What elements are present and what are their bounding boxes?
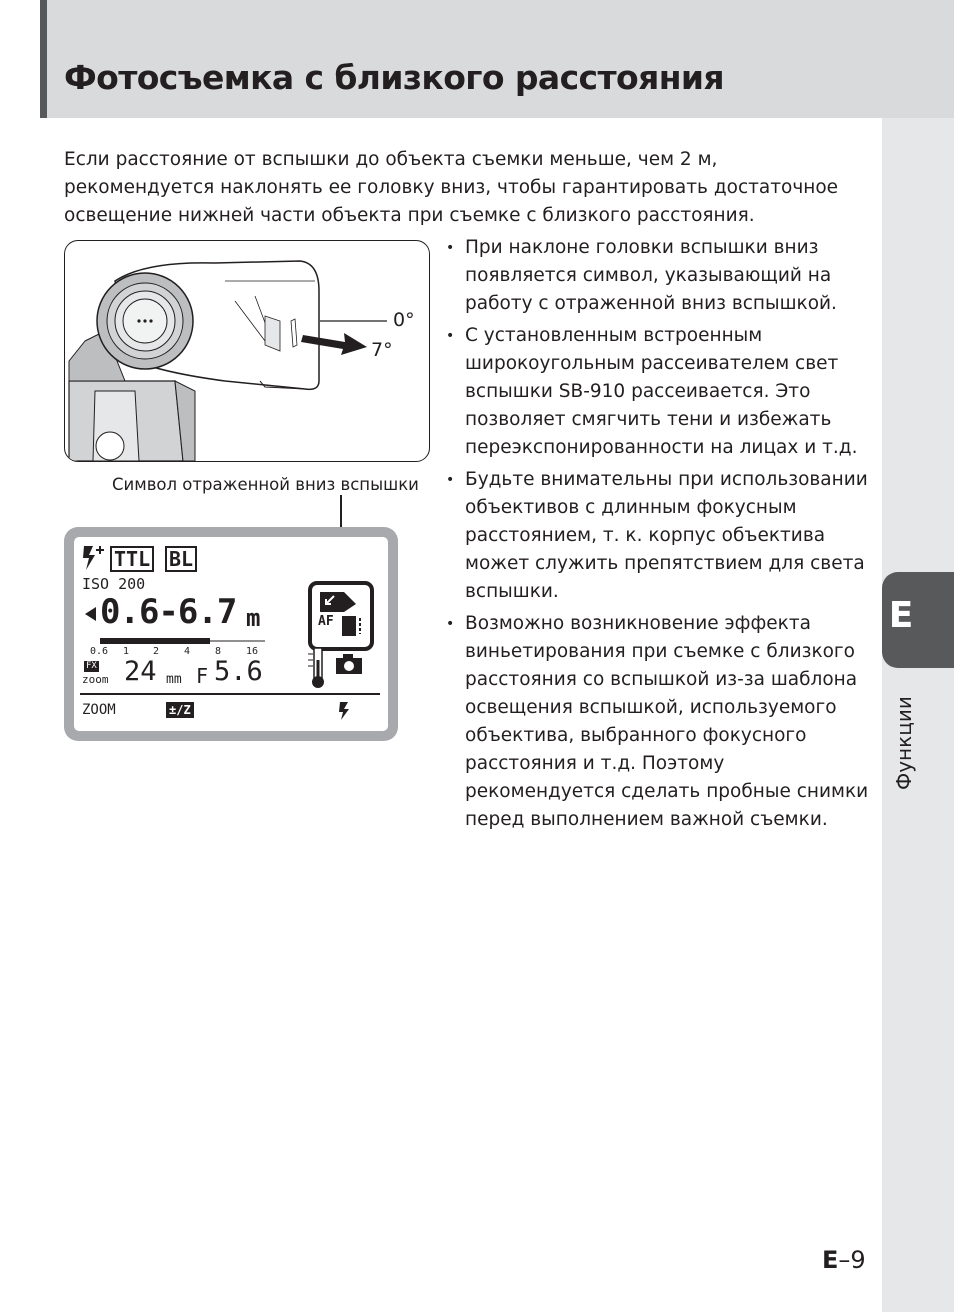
fx-badge: FX bbox=[86, 661, 97, 671]
page-number-value: –9 bbox=[838, 1246, 866, 1274]
af-illuminator-label: AF bbox=[318, 614, 334, 629]
list-item bbox=[440, 234, 870, 318]
bullet-mark: • bbox=[446, 240, 455, 256]
bullet-mark: • bbox=[446, 472, 455, 488]
distance-scale-bar bbox=[100, 636, 270, 646]
angle-label-seven: 7° bbox=[371, 339, 393, 361]
chapter-tab-letter: E bbox=[888, 595, 914, 636]
iso-value: ISO 200 bbox=[82, 575, 146, 593]
af-assist-icon bbox=[340, 614, 366, 638]
aperture-value: 5.6 bbox=[214, 656, 263, 687]
list-item bbox=[440, 466, 870, 606]
zoom-small-label: zoom bbox=[82, 673, 109, 686]
list-item bbox=[440, 610, 870, 834]
list-item-text: Будьте внимательны при использовании объективов с длинным фокусным расстоянием, т. к. корпус объектива может служить препятствием для света вспышки. bbox=[465, 469, 868, 602]
list-item-text: Возможно возникновение эффекта виньетирования при съемке с близкого расстояния со вспышкой из-за шаблона освещения вспышкой, используемого объектива, выбранного фокусного расстояния и т.д. Поэтому рекомендуется сделать пробные снимки перед выполнением важной съемки. bbox=[465, 613, 869, 830]
bullet-mark: • bbox=[446, 328, 455, 344]
scale-tick-4: 4 bbox=[184, 646, 191, 657]
scale-tick-3: 2 bbox=[153, 646, 160, 657]
flash-mode-icon bbox=[80, 544, 108, 572]
list-item-text: При наклоне головки вспышки вниз появляется символ, указывающий на работу с отраженной вниз вспышкой. bbox=[465, 237, 837, 314]
zoom-function-label[interactable]: ZOOM bbox=[82, 702, 116, 718]
intro-paragraph: Если расстояние от вспышки до объекта съемки меньше, чем 2 м, рекомендуется наклонять ее головку вниз, чтобы гарантировать достаточное освещение нижней части объекта при съемке с близкого расстояния. bbox=[64, 149, 839, 226]
ttl-mode-badge: TTL bbox=[110, 546, 154, 572]
flash-head-illustration bbox=[64, 240, 430, 462]
focal-length-value: 24 bbox=[124, 656, 157, 687]
notes-list bbox=[440, 234, 870, 838]
exposure-compensation-icon[interactable]: ±/Z bbox=[166, 702, 194, 718]
flash-function-icon[interactable] bbox=[336, 700, 352, 722]
figure-caption: Символ отраженной вниз вспышки bbox=[112, 475, 419, 494]
scale-tick-6: 16 bbox=[246, 646, 259, 657]
page-number-prefix: E bbox=[822, 1246, 839, 1274]
page-number bbox=[822, 1246, 866, 1274]
angle-label-zero: 0° bbox=[393, 309, 415, 331]
bullet-mark: • bbox=[446, 616, 455, 632]
bl-mode-badge: BL bbox=[165, 546, 197, 572]
scale-tick-2: 1 bbox=[123, 646, 130, 657]
list-item-text: С установленным встроенным широкоугольным рассеивателем свет вспышки SB-910 рассеивается. Это позволяет смягчить тени и избежать переэкспонированности на лицах и т.д. bbox=[465, 325, 858, 458]
camera-icon bbox=[334, 652, 366, 676]
header-accent-bar bbox=[40, 0, 47, 118]
scale-tick-5: 8 bbox=[215, 646, 222, 657]
range-value: 0.6-6.7 bbox=[100, 592, 237, 632]
range-arrow-icon bbox=[84, 606, 98, 622]
lcd-divider bbox=[80, 693, 380, 695]
range-unit: m bbox=[246, 604, 261, 632]
temperature-icon bbox=[304, 646, 334, 690]
aperture-f-label: F bbox=[196, 664, 209, 688]
section-label: Функции bbox=[892, 696, 916, 790]
list-item bbox=[440, 322, 870, 462]
bounce-down-arrow-icon bbox=[318, 590, 360, 614]
page-title: Фотосъемка с близкого расстояния bbox=[64, 58, 725, 97]
scale-tick-1: 0.6 bbox=[90, 646, 109, 657]
focal-length-unit: mm bbox=[166, 672, 182, 687]
